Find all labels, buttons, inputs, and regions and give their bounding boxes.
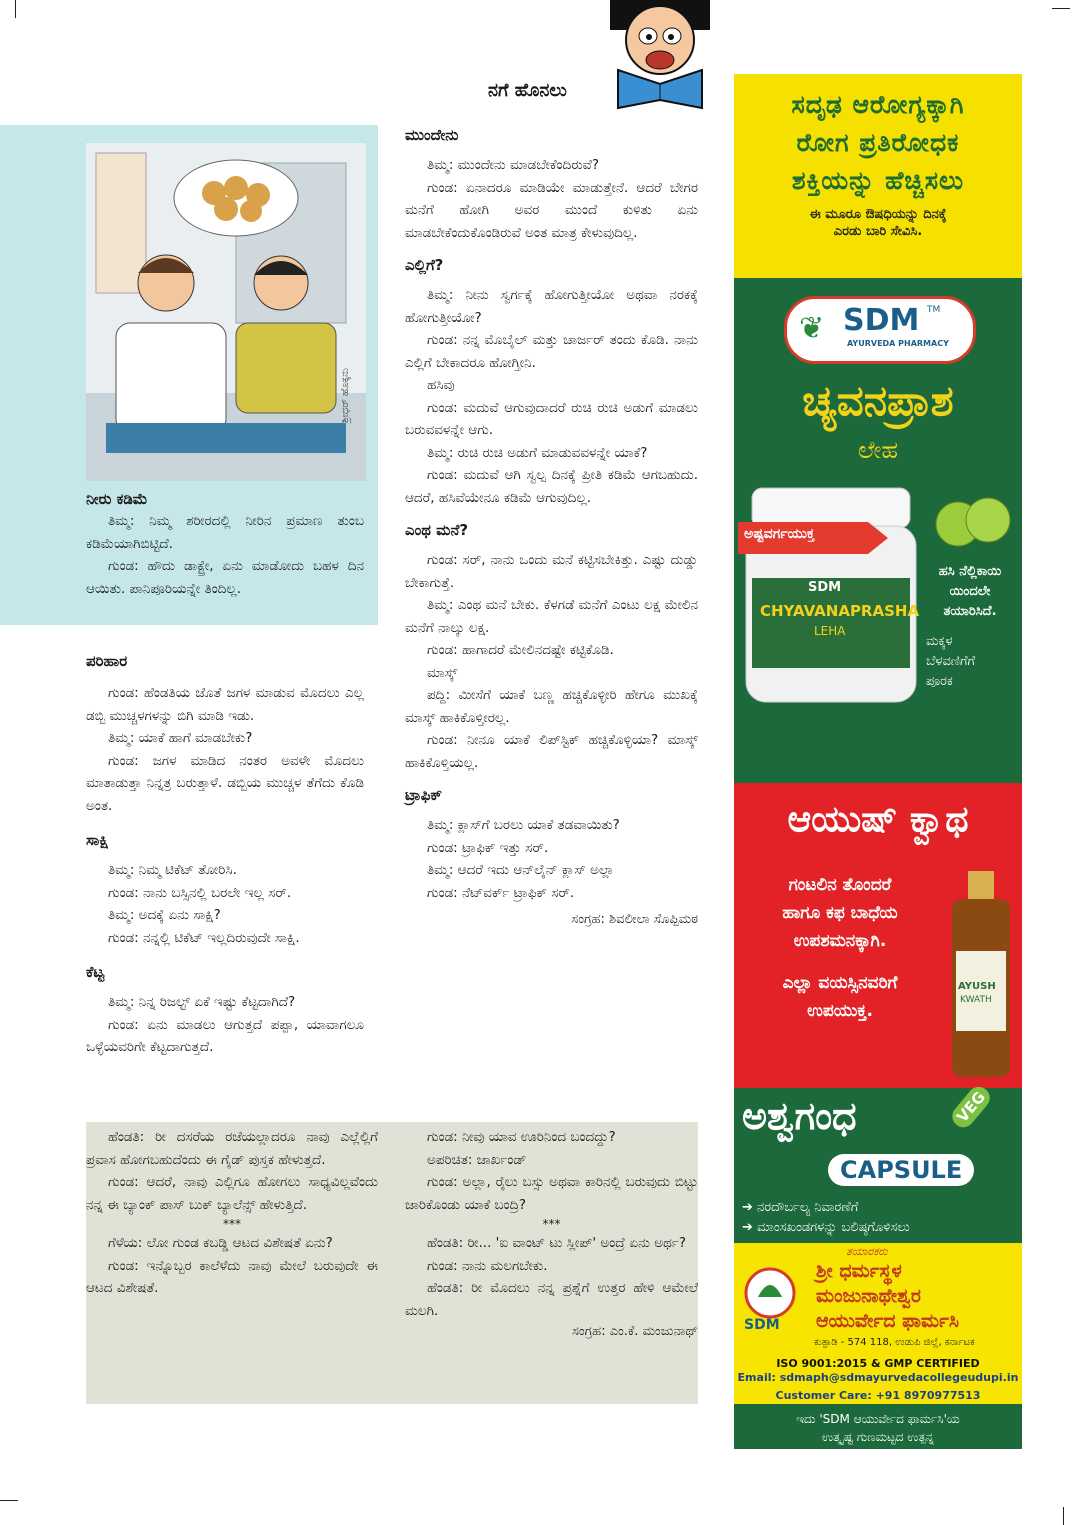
joke-line: ಗುಂಡ: ಇನ್ನೊಬ್ಬರ ಕಾಲೆಳೆದು ನಾವು ಮೇಲೆ ಬರುವುದೇ ಈ ಆಟದ ವಿಶೇಷತೆ. <box>86 1257 378 1296</box>
product-title: ಅಶ್ವಗಂಧ <box>742 1094 857 1138</box>
joke-line: ತಿಮ್ಮ: ಆದರೆ ಇದು ಆನ್‌ಲೈನ್ ಕ್ಲಾಸ್ ಅಲ್ಲಾ <box>427 862 615 878</box>
arrow-icon: ➔ <box>742 1220 758 1235</box>
ashwagandha-panel <box>734 1088 1022 1243</box>
joke-subheading: ಮಾಸ್ಕ್ <box>427 664 458 681</box>
joke-line: ಗುಂಡ: ನೀನೂ ಯಾಕೆ ಲಿಪ್‌ಸ್ಟಿಕ್ ಹಚ್ಚಿಕೊಳ್ಳಿಯಾ? ಮಾಸ್ಕ್ ಹಾಕಿಕೊಳ್ತಿಯಲ್ಲ. <box>405 732 698 771</box>
joke-line: ಗುಂಡ: ಮದುವೆ ಆಗುವುದಾದರೆ ರುಚಿ ರುಚಿ ಅಡುಗೆ ಮಾಡಲು ಬರುವವಳನ್ನೇ ಆಗು. <box>405 399 698 438</box>
joke-line: ಗುಂಡ: ನೆಟ್‌ವರ್ಕ್ ಟ್ರಾಫಿಕ್ ಸರ್. <box>427 884 575 901</box>
note-line: ಪೂರಕ <box>926 674 953 689</box>
joke-line: ಗುಂಡ: ಏನು ಮಾಡಲು ಆಗುತ್ತದೆ ಪಪ್ಪಾ, ಯಾವಾಗಲೂ ಒಳ್ಳೆಯವರಿಗೇ ಕೆಟ್ಟದಾಗುತ್ತದೆ. <box>86 1016 364 1055</box>
maker-label: ತಯಾರಕರು <box>846 1245 888 1258</box>
ad-subline: ಎರಡು ಬಾರಿ ಸೇವಿಸಿ. <box>833 224 923 239</box>
footer-line: ಉತ್ಕೃಷ್ಟ ಗುಣಮಟ್ಟದ ಉತ್ಪನ್ನ <box>822 1430 934 1444</box>
sdm-logo <box>784 296 976 364</box>
joke-line: ತಿಮ್ಮ: ನೀನು ಸ್ವರ್ಗಕ್ಕೆ ಹೋಗುತ್ತೀಯೋ ಅಥವಾ ನರಕಕ್ಕೆ ಹೋಗುತ್ತೀಯೋ? <box>405 287 698 326</box>
amla-icon <box>930 486 1016 556</box>
ad-top-panel <box>734 74 1022 278</box>
joke-line: ಗುಂಡ: ನಾನು ಮಲಗಬೇಕು. <box>427 1257 548 1274</box>
joke-line: ಗುಂಡ: ನಾನು ಬಸ್ಸಿನಲ್ಲಿ ಬರಲೇ ಇಲ್ಲ ಸರ್. <box>108 884 292 901</box>
joke-heading: ಮುಂದೇನು <box>405 126 459 144</box>
collector-credit: ಸಂಗ್ರಹ: ಎಂ.ಕೆ. ಮಂಜುನಾಥ್ <box>571 1324 698 1339</box>
collector-credit: ಸಂಗ್ರಹ: ಶಿವಲೀಲಾ ಸೊಪ್ಪಿಮಠ <box>571 912 698 927</box>
ashwagandha-points <box>742 1198 910 1238</box>
brand-subtitle: AYURVEDA PHARMACY <box>847 339 949 348</box>
sdm-emblem-icon <box>740 1263 800 1333</box>
ad-headline: ರೋಗ ಪ್ರತಿರೋಧಕ <box>796 128 960 157</box>
crop-mark <box>1052 8 1070 9</box>
note-line: ತಯಾರಿಸಿದೆ. <box>943 604 997 619</box>
brand-name: SDM <box>843 303 920 338</box>
joke-line: ತಿಮ್ಮ: ನಿಮ್ಮ ಟಿಕೆಟ್ ತೋರಿಸಿ. <box>108 862 237 878</box>
product-title: ಆಯುಷ್ ಕ್ವಾಥ <box>787 799 969 840</box>
joke-line: ಹೆಂಡತಿ: ರೀ ದಸರೆಯ ರಜೆಯಲ್ಲಾದರೂ ನಾವು ಎಲ್ಲೆಲ್ಲಿಗೆ ಪ್ರವಾಸ ಹೋಗಬಹುದೆಂದು ಈ ಗೈಡ್ ಪುಸ್ತಕ ಹೇಳುತ್ತದೆ. <box>86 1129 378 1168</box>
joke-heading: ಎಲ್ಲಿಗೆ? <box>405 256 444 274</box>
joke-subheading: ಹಸಿವು <box>427 377 455 393</box>
bottle-label: AYUSH <box>958 981 996 992</box>
joke-heading: ಪರಿಹಾರ <box>86 652 128 670</box>
joke-line: ತಿಮ್ಮ: ನಿನ್ನ ರಿಜಲ್ಟ್ ಏಕೆ ಇಷ್ಟು ಕೆಟ್ಟದಾಗಿದೆ? <box>108 994 296 1010</box>
jar-brand: SDM <box>808 580 842 595</box>
joke-heading: ಕೆಟ್ಟ <box>86 963 105 981</box>
product-subtitle: ಲೇಹ <box>857 436 899 464</box>
arrow-icon: ➔ <box>742 1200 758 1215</box>
iso-label: ISO 9001:2015 & GMP CERTIFIED <box>776 1357 980 1370</box>
artist-signature: ಶ್ರೀಧರ್ ಹೊಕ್ಕನು <box>340 368 351 423</box>
ad-footer <box>734 1388 1022 1449</box>
note-line: ಮಕ್ಕಳ <box>926 634 953 649</box>
joke-line: ತಿಮ್ಮ: ಎಂಥ ಮನೆ ಬೇಕು. ಕೆಳಗಡೆ ಮನೆಗೆ ಎಂಟು ಲಕ್ಷ ಮೇಲಿನ ಮನೆಗೆ ನಾಲ್ಕು ಲಕ್ಷ. <box>405 597 698 636</box>
joke-line: ಗುಂಡ: ಟ್ರಾಫಿಕ್ ಇತ್ತು ಸರ್. <box>427 839 549 856</box>
capsule-badge: CAPSULE <box>828 1154 974 1186</box>
ayush-text <box>740 871 940 1025</box>
joke-line: ಗುಂಡ: ನನ್ನಲ್ಲಿ ಟಿಕೆಟ್ ಇಲ್ಲದಿರುವುದೇ ಸಾಕ್ಷಿ. <box>108 929 300 946</box>
joke-line: ಹೆಂಡತಿ: ರೀ ಮೊದಲು ನನ್ನ ಪ್ರಶ್ನೆಗೆ ಉತ್ತರ ಹೇಳಿ ಆಮೇಲೆ ಮಲಗಿ. <box>405 1280 698 1319</box>
crop-mark <box>15 0 16 18</box>
doctor-cartoon-illustration <box>86 143 366 481</box>
jar-product-name: CHYAVANAPRASHA <box>760 602 920 620</box>
bottom-right-jokes <box>405 1126 698 1339</box>
joke-line: ತಿಮ್ಮ: ಮುಂದೇನು ಮಾಡಬೇಕೆಂದಿರುವೆ? <box>427 157 599 173</box>
ad-headline: ಸದೃಢ ಆರೋಗ್ಯಕ್ಕಾಗಿ <box>791 90 965 119</box>
leaf-icon: ❦ <box>799 311 825 346</box>
veg-badge: VEG <box>948 1082 995 1132</box>
bottle-label: KWATH <box>960 995 992 1005</box>
joke-line: ಗುಂಡ: ಮದುವೆ ಆಗಿ ಸ್ವಲ್ಪ ದಿನಕ್ಕೆ ಪ್ರೀತಿ ಕಡಿಮೆ ಆಗಬಹುದು. ಆದರೆ, ಹಸಿವೆಯೇನೂ ಕಡಿಮೆ ಆಗುವುದಿಲ್ಲ. <box>405 467 698 506</box>
joke-heading: ಎಂಥ ಮನೆ? <box>405 521 469 539</box>
separator-stars: *** <box>223 1217 241 1231</box>
joke-line: ಹೆಂಡತಿ: ರೀ... 'ಐ ವಾಂಟ್ ಟು ಸ್ಲೀಪ್' ಅಂದ್ರೆ ಏನು ಅರ್ಥ? <box>427 1235 686 1251</box>
joke-line: ತಿಮ್ಮ: ಯಾಕೆ ಹಾಗೆ ಮಾಡಬೇಕು? <box>108 730 253 746</box>
chyavanaprasha-panel <box>734 278 1022 783</box>
jar-image <box>738 482 924 706</box>
brand-tm: TM <box>927 305 941 315</box>
joke-line: ಗುಂಡ: ಹೆಂಡತಿಯ ಜೊತೆ ಜಗಳ ಮಾಡುವ ಮೊದಲು ಎಲ್ಲ ಡಬ್ಬಿ ಮುಚ್ಚಳಗಳನ್ನು ಬಿಗಿ ಮಾಡಿ ಇಡು. <box>86 685 364 724</box>
sdm-advertisement <box>734 74 1022 1449</box>
joke-line: ಗುಂಡ: ಸರ್, ನಾನು ಒಂದು ಮನೆ ಕಟ್ಟಿಸಬೇಕಿತ್ತು. ಎಷ್ಟು ದುಡ್ಡು ಬೇಕಾಗುತ್ತೆ. <box>405 552 698 591</box>
ayush-kwath-panel <box>734 783 1022 1088</box>
joke-line: ಗುಂಡ: ನೀವು ಯಾವ ಊರಿನಿಂದ ಬಂದದ್ದು? <box>427 1129 616 1145</box>
footer-line: ಇದು 'SDM ಆಯುರ್ವೇದ ಫಾರ್ಮಸಿ'ಯ <box>796 1412 960 1426</box>
joke-line: ಗೆಳೆಯ: ಲೋ ಗುಂಡ ಕಬಡ್ಡಿ ಆಟದ ವಿಶೇಷತೆ ಏನು? <box>108 1235 333 1251</box>
ayush-line: ಗಂಟಲಿನ ತೊಂದರೆ <box>788 875 892 895</box>
joke-line: ಅಪರಿಚಿತ: ಜಾರ್ಖಂಡ್ <box>427 1151 527 1168</box>
jar-product-sub: LEHA <box>814 624 846 638</box>
maker-line: ಆಯುರ್ವೇದ ಫಾರ್ಮಸಿ <box>816 1310 959 1332</box>
ayush-line: ಎಲ್ಲಾ ವಯಸ್ಸಿನವರಿಗೆ <box>782 973 898 993</box>
right-column <box>405 124 698 927</box>
joke-neeru-kadime <box>86 488 364 600</box>
ayush-line: ಹಾಗೂ ಕಫ ಬಾಧೆಯ <box>782 903 898 923</box>
customer-care: Customer Care: +91 8970977513 <box>734 1388 1022 1404</box>
joke-line: ಗುಂಡ: ನನ್ನ ಮೊಬೈಲ್ ಮತ್ತು ಚಾರ್ಜರ್ ತಂದು ಕೊಡಿ. ನಾನು ಎಲ್ಲಿಗೆ ಬೇಕಾದರೂ ಹೋಗ್ತೀನಿ. <box>405 332 698 371</box>
maker-line: ಮಂಜುನಾಥೇಶ್ವರ <box>816 1285 921 1307</box>
point-line: ನರದೌರ್ಬಲ್ಯ ನಿವಾರಣೆಗೆ <box>757 1200 859 1215</box>
note-line: ಬೆಳವಣಿಗೆಗೆ <box>926 654 976 669</box>
manufacturer-panel <box>734 1243 1022 1388</box>
ayush-line: ಉಪಶಮನಕ್ಕಾಗಿ. <box>793 931 887 951</box>
maker-address: ಕುತ್ಪಾಡಿ - 574 118, ಉಡುಪಿ ಜಿಲ್ಲೆ, ಕರ್ನಾಟಕ <box>814 1337 975 1348</box>
contact-email: Email: sdmaph@sdmayurvedacollegeudupi.in <box>737 1371 1019 1384</box>
product-title: ಚ್ಯವನಪ್ರಾಶ <box>802 376 954 425</box>
joke-line: ತಿಮ್ಮ: ಅದಕ್ಕೆ ಏನು ಸಾಕ್ಷಿ? <box>108 907 221 923</box>
crop-mark <box>1063 1507 1064 1525</box>
joke-line: ಪದ್ದಿ: ಮೀಸೆಗೆ ಯಾಕೆ ಬಣ್ಣ ಹಚ್ಚಿಕೊಳ್ಳೀರಿ ಹೇಗೂ ಮುಖಕ್ಕೆ ಮಾಸ್ಕ್ ಹಾಕಿಕೊಳ್ತೀರಲ್ಲ. <box>405 687 698 726</box>
growth-note <box>926 632 1022 692</box>
crop-mark <box>0 1500 18 1501</box>
joke-line: ಗುಂಡ: ಅಲ್ಲಾ, ರೈಲು ಬಸ್ಸು ಅಥವಾ ಕಾರಿನಲ್ಲಿ ಬರುವುದು ಬಿಟ್ಟು ಜಾರಿಕೊಂಡು ಯಾಕೆ ಬಂದ್ರಿ? <box>405 1174 698 1213</box>
joke-line: ಗುಂಡ: ಹಾಗಾದರೆ ಮೇಲಿನದಷ್ಟೇ ಕಟ್ಟಿಕೊಡಿ. <box>427 642 614 658</box>
bottom-left-jokes <box>86 1126 378 1300</box>
left-column <box>86 650 364 1059</box>
point-line: ಮಾಂಸಖಂಡಗಳನ್ನು ಬಲಿಷ್ಠಗೊಳಿಸಲು <box>757 1220 910 1235</box>
emblem-brand: SDM <box>744 1317 780 1333</box>
note-line: ಹಸಿ ನೆಲ್ಲಿಕಾಯಿ <box>938 564 1002 579</box>
joke-line: ತಿಮ್ಮ: ನಿಮ್ಮ ಶರೀರದಲ್ಲಿ ನೀರಿನ ಪ್ರಮಾಣ ತುಂಬ ಕಡಿಮೆಯಾಗಿಬಿಟ್ಟಿದೆ. <box>86 513 364 552</box>
jar-arrow-label: ಅಷ್ಟವರ್ಗಯುಕ್ತ <box>744 526 815 542</box>
joke-line: ಗುಂಡ: ಹೌದು ಡಾಕ್ಟ್ರೇ, ಏನು ಮಾಡೋದು ಬಹಳ ದಿನ ಆಯಿತು. ಪಾನಿಪೂರಿಯನ್ನೇ ತಿಂದಿಲ್ಲ. <box>86 558 364 597</box>
ayush-line: ಉಪಯುಕ್ತ. <box>807 1001 873 1021</box>
amla-note <box>920 562 1020 622</box>
ad-subline: ಈ ಮೂರೂ ಔಷಧಿಯನ್ನು ದಿನಕ್ಕೆ <box>809 207 947 222</box>
bottle-image <box>946 871 1016 1081</box>
section-title: ನಗೆ ಹೊನಲು <box>488 80 567 101</box>
separator-stars: *** <box>542 1217 561 1231</box>
joke-heading: ನೀರು ಕಡಿಮೆ <box>86 490 148 508</box>
maker-name <box>816 1259 959 1334</box>
joke-heading: ಸಾಕ್ಷಿ <box>86 831 109 849</box>
joke-line: ಗುಂಡ: ಜಗಳ ಮಾಡಿದ ನಂತರ ಅವಳೇ ಮೊದಲು ಮಾತಾಡುತ್ತಾ ನಿನ್ನತ್ರ ಬರುತ್ತಾಳೆ. ಡಬ್ಬಿಯ ಮುಚ್ಚಳ ತೆಗೆದು ಕೊಡಿ ಅಂತ. <box>86 752 364 814</box>
reader-mascot-icon <box>608 0 712 110</box>
maker-line: ಶ್ರೀ ಧರ್ಮಸ್ಥಳ <box>816 1260 902 1282</box>
joke-line: ತಿಮ್ಮ: ರುಚಿ ರುಚಿ ಅಡುಗೆ ಮಾಡುವವಳನ್ನೇ ಯಾಕೆ? <box>427 444 648 461</box>
note-line: ಯಿಂದಲೇ <box>949 584 991 599</box>
joke-line: ಗುಂಡ: ಆದರೆ, ನಾವು ಎಲ್ಲಿಗೂ ಹೋಗಲು ಸಾಧ್ಯವಿಲ್ಲವೆಂದು ನನ್ನ ಈ ಬ್ಯಾಂಕ್ ಪಾಸ್ ಬುಕ್ ಬ್ಯಾಲೆನ್ಸ್ ಹೇಳುತ್ತಿದೆ. <box>86 1174 378 1213</box>
joke-line: ತಿಮ್ಮ: ಕ್ಲಾಸ್‌ಗೆ ಬರಲು ಯಾಕೆ ತಡವಾಯಿತು? <box>427 817 620 833</box>
ad-headline: ಶಕ್ತಿಯನ್ನು ಹೆಚ್ಚಿಸಲು <box>791 166 965 195</box>
joke-line: ಗುಂಡ: ಏನಾದರೂ ಮಾಡಿಯೇ ಮಾಡುತ್ತೇನೆ. ಆದರೆ ಬೇಗರ ಮನೆಗೆ ಹೋಗಿ ಅವರ ಮುಂದೆ ಕುಳಿತು ಏನು ಮಾಡಬೇಕೆಂದುಕೊಂಡಿರುವೆ ಅಂತ ಮಾತ್ರ ಕೇಳುವುದಿಲ್ಲ. <box>405 179 698 241</box>
joke-heading: ಟ್ರಾಫಿಕ್ <box>405 786 443 804</box>
